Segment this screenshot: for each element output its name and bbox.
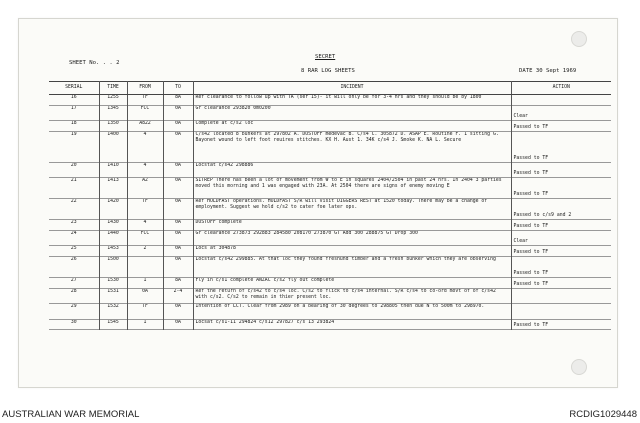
- serial-cell: 17: [49, 106, 99, 121]
- time-cell: 1255: [99, 95, 127, 106]
- incident-cell: Ref clearance to follow up with TA (ser 15)- it will only be for 3-4 hrs and they should be by 1800: [193, 95, 511, 106]
- time-cell: 1350: [99, 121, 127, 132]
- table-row: [49, 304, 611, 320]
- from-cell: TF: [127, 95, 163, 106]
- incident-cell: Locs at 304878: [193, 246, 511, 257]
- column-header-from: FROM: [127, 82, 163, 95]
- from-cell: TF: [127, 199, 163, 220]
- from-cell: FCC: [127, 231, 163, 246]
- time-cell: 1400: [99, 132, 127, 163]
- time-cell: 1531: [99, 289, 127, 304]
- serial-cell: 27: [49, 278, 99, 289]
- incident-cell: Complete at c/s2 loc: [193, 121, 511, 132]
- table-row: [49, 163, 611, 178]
- classification-label: SECRET: [315, 54, 336, 60]
- to-cell: 0A: [163, 163, 193, 178]
- incident-cell: Ref HOLDFAST operations. HOLDFAST S/R will visit DIGGERS REST at 1520 today. There may be a change of employment. Suggest we hold c/s2 to cater foe later ops.: [193, 199, 511, 220]
- from-cell: 4: [127, 163, 163, 178]
- time-cell: 1345: [99, 106, 127, 121]
- action-cell: [511, 289, 611, 304]
- time-cell: 1532: [99, 304, 127, 320]
- incident-cell: SITREP There has been a lot of movement from W to E in squares 2404/2504 in past 24 hrs. In 2404 3 parties moved this morning and 1 was engaged with 23A. At 2504 there are signs of enemy moving E: [193, 178, 511, 199]
- incident-cell: Intention of LCT. Clear from 2989 on a bearing of 30 degrees to 298805 then due N to 500m to 298970.: [193, 304, 511, 320]
- from-cell: 2: [127, 246, 163, 257]
- from-cell: TF: [127, 304, 163, 320]
- incident-cell: Gr clearance 273873 292883 284580 208170 273870 GT Add 300 288875 GT Drop 300: [193, 231, 511, 246]
- log-sheet-page: [18, 18, 618, 388]
- action-cell: Passed to TF: [513, 191, 549, 197]
- column-header-action: ACTION: [511, 82, 611, 95]
- date-value: 30 Sept 1969: [535, 68, 577, 74]
- to-cell: 0A: [163, 121, 193, 132]
- action-cell: Passed to TF: [513, 155, 549, 161]
- serial-cell: 18: [49, 121, 99, 132]
- serial-cell: 25: [49, 246, 99, 257]
- punch-hole: [571, 359, 587, 375]
- time-cell: 1430: [99, 220, 127, 231]
- table-row: [49, 320, 611, 330]
- from-cell: [127, 257, 163, 278]
- from-cell: 1: [127, 320, 163, 330]
- action-cell: Passed to TF: [513, 281, 549, 287]
- incident-cell: Locsat c/s1-11 294824 c/s12 297827 c/s 13 293824: [193, 320, 511, 330]
- from-cell: 1: [127, 278, 163, 289]
- to-cell: 0A: [163, 106, 193, 121]
- table-row: [49, 278, 611, 289]
- time-cell: 1440: [99, 231, 127, 246]
- punch-hole: [571, 31, 587, 47]
- table-row: [49, 289, 611, 304]
- to-cell: 0A: [163, 257, 193, 278]
- to-cell: 0A: [163, 199, 193, 220]
- action-cell: Passed to TF: [513, 249, 549, 255]
- table-row: [49, 246, 611, 257]
- action-cell: Passed to TF: [513, 124, 549, 130]
- table-row: [49, 231, 611, 246]
- date-label: DATE: [519, 68, 533, 74]
- column-header-incident: INCIDENT: [193, 82, 511, 95]
- serial-cell: 26: [49, 257, 99, 278]
- incident-cell: Locstat c/s42 298886: [193, 163, 511, 178]
- table-header-row: [49, 82, 611, 95]
- to-cell: 0A: [163, 220, 193, 231]
- incident-cell: Locstat c/s42 299885. At that loc they found freshund timber and a fresh bunker which they are observing: [193, 257, 511, 278]
- action-cell: [511, 304, 611, 320]
- incident-cell: Gr clearance 293820 0m0200: [193, 106, 511, 121]
- from-cell: 0A: [127, 289, 163, 304]
- archive-reference: RCDIG1029448: [569, 409, 637, 420]
- incident-cell: C/s42 located 8 bunkers at 297802 A. DUSTOFF medevac B. C/s4 C. 305872 D. ASAP E. Routine F. 1 sitting G. Bayonet wound to left foot reuires stitches. KX H. Aust 1. 34K c/s4 J. Smoke K. NA L. Secure: [193, 132, 511, 163]
- to-cell: 0A: [163, 320, 193, 330]
- date-field: [519, 68, 576, 74]
- time-cell: 1413: [99, 178, 127, 199]
- serial-cell: 29: [49, 304, 99, 320]
- table-row: [49, 178, 611, 199]
- serial-cell: 21: [49, 178, 99, 199]
- archive-credit: AUSTRALIAN WAR MEMORIAL: [2, 409, 140, 420]
- table-row: [49, 121, 611, 132]
- action-cell: Passed to TF: [513, 270, 549, 276]
- to-cell: 2-4: [163, 289, 193, 304]
- table-row: [49, 132, 611, 163]
- time-cell: 1453: [99, 246, 127, 257]
- serial-cell: 22: [49, 199, 99, 220]
- to-cell: 0A: [163, 178, 193, 199]
- table-row: [49, 199, 611, 220]
- table-row: [49, 106, 611, 121]
- column-header-time: TIME: [99, 82, 127, 95]
- time-cell: 1420: [99, 199, 127, 220]
- column-header-to: TO: [163, 82, 193, 95]
- action-cell: Passed to TF: [513, 170, 549, 176]
- sheet-number-field: [69, 60, 120, 66]
- from-cell: 4: [127, 132, 163, 163]
- table-row: [49, 95, 611, 106]
- sheet-number-value: 2: [116, 60, 120, 66]
- serial-cell: 24: [49, 231, 99, 246]
- incident-cell: Ref the return of c/s42 to c/s4 loc. C/s2 to flick to c/s4 internal. S/R c/s4 to co-ord movt of of c/s42 with c/s2. C/s2 to remain in thier present loc.: [193, 289, 511, 304]
- action-cell: [511, 95, 611, 106]
- time-cell: 1530: [99, 278, 127, 289]
- to-cell: 8A: [163, 278, 193, 289]
- table-row: [49, 220, 611, 231]
- to-cell: 0A: [163, 304, 193, 320]
- action-cell: Clear: [513, 238, 528, 244]
- from-cell: 4: [127, 220, 163, 231]
- serial-cell: 23: [49, 220, 99, 231]
- action-cell: Passed to c/s9 and 2: [513, 212, 572, 218]
- serial-cell: 16: [49, 95, 99, 106]
- time-cell: 1545: [99, 320, 127, 330]
- incident-cell: Fly in c/s1 complete ANZAC c/s2 fly out complete: [193, 278, 511, 289]
- time-cell: 1410: [99, 163, 127, 178]
- action-cell: Passed to TF: [513, 223, 549, 229]
- incident-log-table: [49, 81, 611, 330]
- from-cell: A822: [127, 121, 163, 132]
- serial-cell: 28: [49, 289, 99, 304]
- action-cell: Clear: [513, 113, 528, 119]
- to-cell: 0A: [163, 246, 193, 257]
- incident-cell: DUSTOFF complete: [193, 220, 511, 231]
- serial-cell: 20: [49, 163, 99, 178]
- serial-cell: 19: [49, 132, 99, 163]
- to-cell: 0A: [163, 132, 193, 163]
- sheet-number-label: SHEET No. . .: [69, 60, 113, 66]
- table-row: [49, 257, 611, 278]
- column-header-serial: SERIAL: [49, 82, 99, 95]
- from-cell: FCC: [127, 106, 163, 121]
- to-cell: 8A: [163, 95, 193, 106]
- to-cell: 0A: [163, 231, 193, 246]
- time-cell: 1500: [99, 257, 127, 278]
- log-title: 8 RAR LOG SHEETS: [301, 68, 355, 74]
- serial-cell: 30: [49, 320, 99, 330]
- from-cell: A2: [127, 178, 163, 199]
- action-cell: Passed to TF: [513, 322, 549, 328]
